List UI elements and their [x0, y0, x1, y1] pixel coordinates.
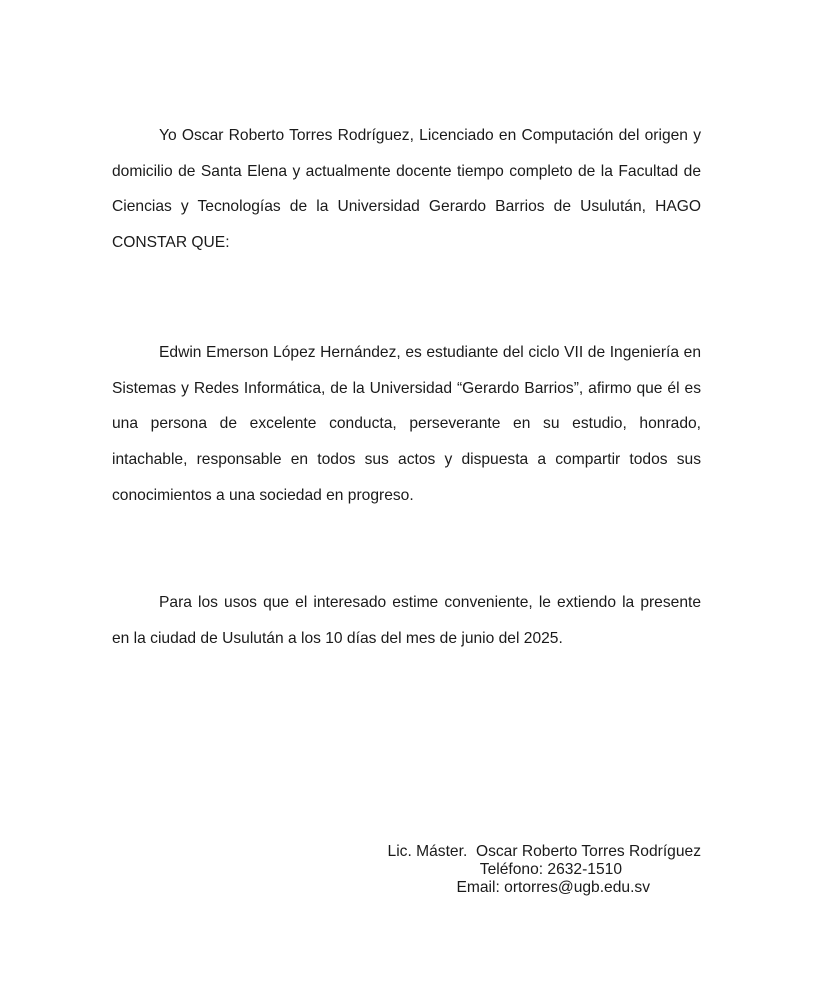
signature-phone: Teléfono: 2632-1510 — [479, 861, 622, 878]
signature-name: Lic. Máster. Oscar Roberto Torres Rodríguez — [387, 843, 701, 860]
signature-email: Email: ortorres@ugb.edu.sv — [456, 879, 650, 896]
signature-block — [300, 843, 701, 897]
closing-paragraph: Para los usos que el interesado estime conveniente, le extiendo la presente en la ciudad de Usulután a los 10 días del mes de junio del 2025. — [112, 594, 701, 647]
student-paragraph: Edwin Emerson López Hernández, es estudiante del ciclo VII de Ingeniería en Sistemas y Redes Informática, de la Universidad “Gerardo Barrios”, afirmo que él es una persona de excelente conducta, perseverante en su estudio, honrado, intachable, responsable en todos sus actos y dispuesta a compartir todos sus conocimientos a una sociedad en progreso. — [112, 344, 701, 504]
intro-paragraph: Yo Oscar Roberto Torres Rodríguez, Licenciado en Computación del origen y domicilio de Santa Elena y actualmente docente tiempo completo de la Facultad de Ciencias y Tecnologías de la Universidad Gerardo Barrios de Usulután, HAGO CONSTAR QUE: — [112, 127, 701, 252]
